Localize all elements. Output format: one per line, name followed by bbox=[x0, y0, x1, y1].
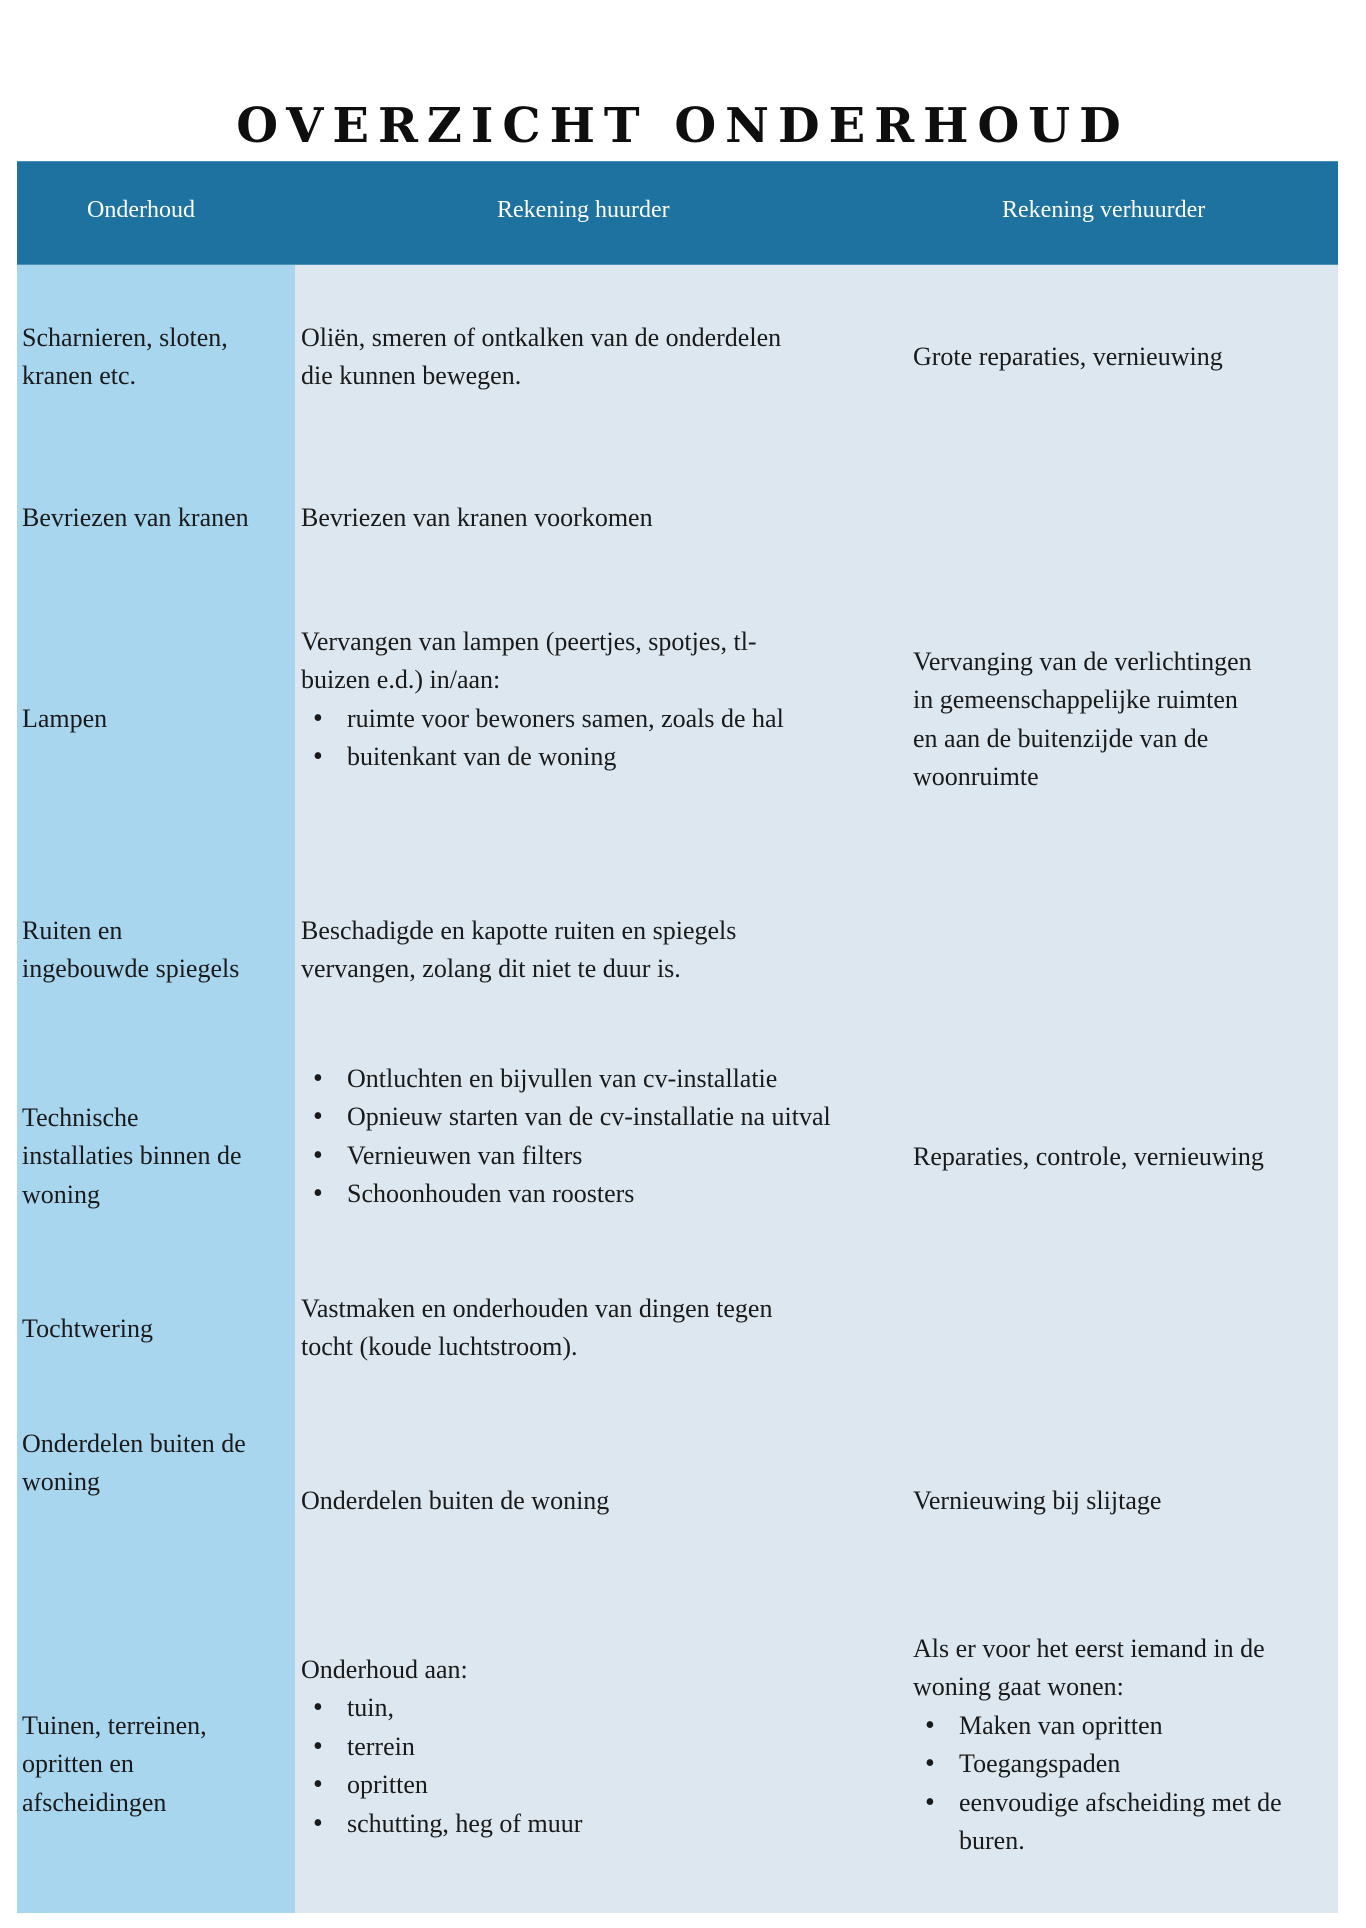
table-header bbox=[17, 161, 1338, 265]
bullet-item: • Maken van opritten bbox=[913, 1707, 1338, 1745]
text-line: installaties binnen de bbox=[22, 1141, 242, 1171]
text-line: Technische bbox=[22, 1103, 139, 1132]
text-line: Reparaties, controle, vernieuwing bbox=[913, 1142, 1264, 1171]
row-5-verhuurder bbox=[913, 1138, 1338, 1176]
text-line: woning bbox=[22, 1467, 100, 1497]
bullet-list bbox=[301, 700, 901, 777]
text-line: Vernieuwing bij slijtage bbox=[913, 1486, 1162, 1515]
text-line: Als er voor het eerst iemand in de bbox=[913, 1634, 1265, 1663]
text-line: Grote reparaties, vernieuwing bbox=[913, 342, 1223, 371]
row-7-verhuurder bbox=[913, 1482, 1338, 1520]
text-line: die kunnen bewegen. bbox=[301, 361, 522, 391]
text-line: Bevriezen van kranen voorkomen bbox=[301, 503, 653, 532]
row-6-huurder bbox=[301, 1290, 901, 1367]
bullet-item: • Vernieuwen van filters bbox=[301, 1137, 901, 1175]
bullet-list bbox=[913, 1707, 1338, 1861]
bullet-item: • terrein bbox=[301, 1728, 901, 1766]
text-line: Onderdelen buiten de bbox=[22, 1429, 246, 1458]
row-1-verhuurder bbox=[913, 338, 1338, 376]
row-5-onderhoud bbox=[22, 1099, 294, 1214]
text-line: in gemeenschappelijke ruimten bbox=[913, 685, 1238, 715]
text-line: Tochtwering bbox=[22, 1314, 154, 1343]
row-3-verhuurder bbox=[913, 643, 1338, 797]
text-line: buizen e.d.) in/aan: bbox=[301, 665, 501, 695]
text-line: vervangen, zolang dit niet te duur is. bbox=[301, 954, 681, 984]
bullet-item: • schutting, heg of muur bbox=[301, 1805, 901, 1843]
row-7-onderhoud bbox=[22, 1425, 294, 1502]
header-rekening-verhuurder: Rekening verhuurder bbox=[1002, 197, 1206, 223]
text-line: Bevriezen van kranen bbox=[22, 503, 249, 532]
row-5-huurder bbox=[301, 1060, 901, 1214]
text-line: afscheidingen bbox=[22, 1787, 167, 1817]
bullet-item: • Schoonhouden van roosters bbox=[301, 1175, 901, 1213]
text-line: woonruimte bbox=[913, 762, 1039, 792]
row-8-onderhoud bbox=[22, 1707, 294, 1822]
text-line: Vervangen van lampen (peertjes, spotjes, tl- bbox=[301, 627, 757, 656]
row-4-huurder bbox=[301, 912, 901, 989]
header-rekening-huurder: Rekening huurder bbox=[497, 197, 670, 223]
text-line: Lampen bbox=[22, 704, 108, 733]
text-line: woning gaat wonen: bbox=[913, 1672, 1124, 1702]
text-line: en aan de buitenzijde van de bbox=[913, 723, 1209, 753]
text-line: Beschadigde en kapotte ruiten en spiegels bbox=[301, 916, 737, 945]
maintenance-table bbox=[17, 161, 1338, 1913]
text-line: Vervanging van de verlichtingen bbox=[913, 647, 1252, 676]
row-4-onderhoud bbox=[22, 912, 294, 989]
bullet-item: • tuin, bbox=[301, 1689, 901, 1727]
row-2-onderhoud bbox=[22, 499, 294, 537]
header-onderhoud: Onderhoud bbox=[87, 197, 195, 223]
row-3-onderhoud bbox=[22, 700, 294, 738]
text-line: tocht (koude luchtstroom). bbox=[301, 1332, 578, 1362]
bullet-list bbox=[301, 1689, 901, 1843]
row-6-onderhoud bbox=[22, 1310, 294, 1348]
text-line: Scharnieren, sloten, bbox=[22, 323, 228, 352]
row-8-huurder bbox=[301, 1651, 901, 1843]
bullet-item: • eenvoudige afscheiding met de buren. bbox=[913, 1784, 1289, 1861]
text-line: Onderdelen buiten de woning bbox=[301, 1486, 610, 1515]
bullet-item: • Toegangspaden bbox=[913, 1745, 1338, 1783]
bullet-list bbox=[301, 1060, 901, 1214]
row-8-verhuurder bbox=[913, 1630, 1338, 1860]
row-3-huurder bbox=[301, 623, 901, 777]
text-line: ingebouwde spiegels bbox=[22, 954, 240, 984]
text-line: Vastmaken en onderhouden van dingen tegen bbox=[301, 1294, 773, 1323]
bullet-item: • ruimte voor bewoners samen, zoals de hal bbox=[301, 700, 901, 738]
text-line: Tuinen, terreinen, bbox=[22, 1711, 207, 1740]
text-line: Oliën, smeren of ontkalken van de onderdelen bbox=[301, 323, 782, 352]
text-line: Ruiten en bbox=[22, 916, 123, 945]
bullet-item: • Opnieuw starten van de cv-installatie na uitval bbox=[301, 1098, 847, 1136]
text-line: opritten en bbox=[22, 1749, 134, 1779]
row-1-onderhoud bbox=[22, 319, 294, 396]
row-7-huurder bbox=[301, 1482, 901, 1520]
text-line: woning bbox=[22, 1179, 100, 1209]
bullet-item: • buitenkant van de woning bbox=[301, 738, 901, 776]
row-1-huurder bbox=[301, 319, 901, 396]
bullet-item: • Ontluchten en bijvullen van cv-installatie bbox=[301, 1060, 901, 1098]
row-2-huurder bbox=[301, 499, 901, 537]
bullet-item: • opritten bbox=[301, 1766, 901, 1804]
text-line: kranen etc. bbox=[22, 361, 137, 391]
text-line: Onderhoud aan: bbox=[301, 1655, 468, 1684]
page-title: OVERZICHT ONDERHOUD bbox=[236, 98, 1130, 154]
